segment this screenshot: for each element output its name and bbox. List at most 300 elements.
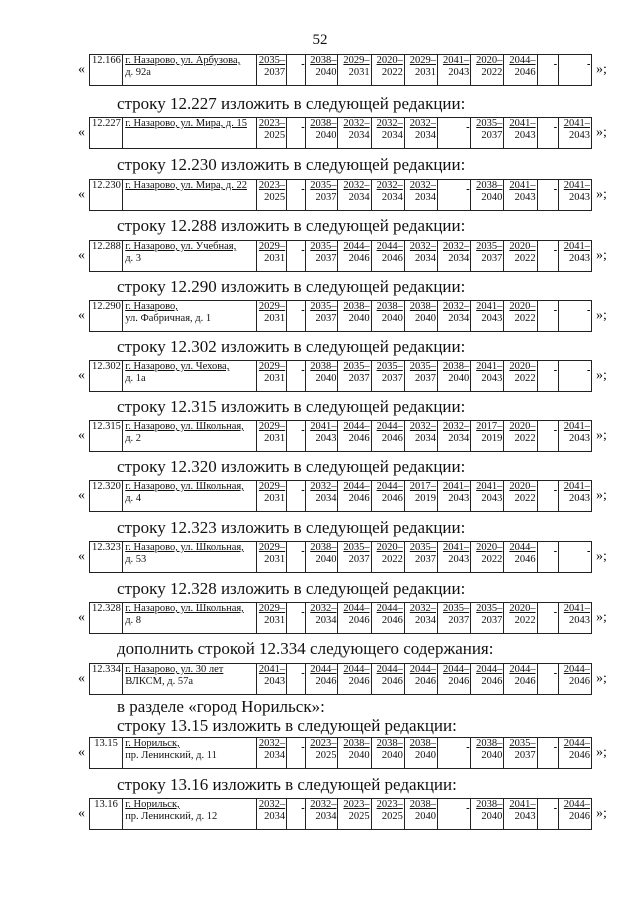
year-start: 2041–: [442, 55, 470, 66]
year-range-cell: [558, 361, 591, 392]
section-heading: строку 12.328 изложить в следующей редакции:: [117, 579, 466, 598]
year-start: 2023–: [258, 118, 286, 129]
year-start: 2032–: [310, 603, 337, 614]
year-start: 2041–: [509, 799, 536, 810]
year-end: [539, 554, 557, 566]
year-range-cell: [371, 241, 404, 272]
year-end: [539, 67, 557, 79]
year-end: [288, 554, 304, 566]
row-number: 12.302: [90, 361, 123, 392]
year-range-cell: [471, 738, 504, 769]
year-range-cell: [306, 421, 338, 452]
year-range-cell: [558, 55, 591, 86]
year-end: 2031: [264, 373, 286, 384]
year-start: 2041–: [476, 481, 503, 492]
year-start: 2023–: [258, 180, 286, 191]
year-start: 2032–: [310, 481, 337, 492]
year-start: 2020–: [509, 361, 536, 372]
year-range-cell: [256, 799, 286, 830]
year-end: 2022: [514, 253, 536, 264]
year-start: [288, 301, 304, 313]
year-range-cell: [438, 55, 471, 86]
table-row: [89, 737, 592, 769]
quote-close-mark: »;: [596, 488, 607, 503]
year-start: 2023–: [343, 799, 370, 810]
year-end: 2043: [569, 130, 590, 141]
year-end: 2037: [448, 615, 470, 626]
year-range-cell: [558, 664, 591, 695]
quote-open-mark: «: [78, 488, 85, 503]
year-range-cell: [256, 118, 286, 149]
year-end: 2040: [315, 130, 337, 141]
year-start: 2038–: [476, 180, 503, 191]
year-start: [539, 664, 557, 676]
address-line: г. Назарово,: [125, 301, 178, 312]
section-heading: строку 12.323 изложить в следующей редакции:: [117, 518, 466, 537]
address-cell: [123, 664, 257, 695]
year-start: 2038–: [310, 542, 337, 553]
year-end: 2019: [481, 433, 503, 444]
year-range-cell: [371, 664, 404, 695]
year-start: 2044–: [376, 603, 403, 614]
year-start: [539, 738, 557, 750]
year-end: 2040: [415, 750, 437, 761]
year-start: 2029–: [258, 241, 286, 252]
year-start: [288, 738, 304, 750]
year-start: 2032–: [442, 241, 470, 252]
year-start: 2041–: [563, 118, 590, 129]
year-start: 2038–: [310, 55, 337, 66]
table-row: [89, 54, 592, 86]
year-range-cell: [537, 799, 558, 830]
year-end: 2043: [315, 433, 337, 444]
year-end: 2046: [381, 493, 403, 504]
year-end: 2043: [481, 313, 503, 324]
year-range-cell: [256, 603, 286, 634]
year-end: [560, 67, 590, 79]
year-end: 2037: [481, 253, 503, 264]
year-range-cell: [438, 361, 471, 392]
year-end: 2046: [315, 676, 337, 687]
year-start: 2035–: [310, 241, 337, 252]
quote-close-mark: »;: [596, 549, 607, 564]
year-start: 2020–: [509, 603, 536, 614]
year-end: [439, 811, 469, 823]
year-end: 2022: [514, 373, 536, 384]
year-range-cell: [306, 118, 338, 149]
year-end: 2046: [348, 433, 370, 444]
year-range-cell: [537, 301, 558, 332]
year-start: 2041–: [258, 664, 286, 675]
year-end: [539, 433, 557, 445]
year-range-cell: [338, 301, 371, 332]
address-cell: [123, 421, 257, 452]
year-start: 2032–: [310, 799, 337, 810]
year-end: 2046: [348, 253, 370, 264]
year-start: 2020–: [509, 301, 536, 312]
year-end: 2031: [415, 67, 437, 78]
year-range-cell: [504, 118, 537, 149]
year-range-cell: [537, 361, 558, 392]
year-start: 2029–: [409, 55, 437, 66]
year-range-cell: [287, 542, 306, 573]
year-end: 2040: [381, 750, 403, 761]
year-end: [539, 253, 557, 265]
year-start: 2044–: [563, 738, 590, 749]
year-start: [288, 421, 304, 433]
year-start: [288, 118, 304, 130]
year-range-cell: [256, 301, 286, 332]
section-heading: строку 12.320 изложить в следующей редакции:: [117, 457, 466, 476]
quote-close-mark: »;: [596, 806, 607, 821]
address-cell: [123, 542, 257, 573]
year-range-cell: [256, 664, 286, 695]
year-range-cell: [438, 118, 471, 149]
year-end: 2037: [481, 615, 503, 626]
year-range-cell: [371, 421, 404, 452]
year-end: 2031: [264, 493, 286, 504]
table-row: [89, 798, 592, 830]
year-range-cell: [287, 664, 306, 695]
year-end: 2034: [264, 811, 286, 822]
year-end: 2019: [415, 493, 437, 504]
year-end: 2046: [348, 493, 370, 504]
year-range-cell: [287, 241, 306, 272]
year-start: 2029–: [258, 603, 286, 614]
year-start: 2020–: [476, 542, 503, 553]
year-start: 2041–: [509, 180, 536, 191]
year-end: 2040: [315, 67, 337, 78]
address-line: д. 1а: [125, 373, 146, 384]
year-range-cell: [471, 361, 504, 392]
row-number: 12.288: [90, 241, 123, 272]
address-line: пр. Ленинский, д. 11: [125, 750, 217, 761]
year-end: 2046: [514, 67, 536, 78]
year-end: 2034: [415, 130, 437, 141]
year-end: 2034: [264, 750, 286, 761]
year-start: 2038–: [376, 738, 403, 749]
year-end: 2034: [381, 192, 403, 203]
year-start: [539, 799, 557, 811]
year-start: [539, 55, 557, 67]
year-start: 2038–: [310, 118, 337, 129]
year-start: 2041–: [476, 301, 503, 312]
year-range-cell: [338, 542, 371, 573]
year-range-cell: [371, 180, 404, 211]
year-range-cell: [287, 738, 306, 769]
row-number: 12.230: [90, 180, 123, 211]
year-end: 2040: [415, 811, 437, 822]
year-start: 2044–: [509, 542, 536, 553]
year-range-cell: [338, 180, 371, 211]
year-range-cell: [371, 738, 404, 769]
year-range-cell: [558, 542, 591, 573]
year-range-cell: [558, 603, 591, 634]
address-line: г. Назарово, ул. Школьная,: [125, 421, 244, 432]
address-line: г. Назарово, ул. Школьная,: [125, 481, 244, 492]
quote-open-mark: «: [78, 368, 85, 383]
year-start: 2020–: [509, 241, 536, 252]
year-end: 2034: [315, 811, 337, 822]
year-start: 2020–: [476, 55, 503, 66]
year-range-cell: [404, 241, 437, 272]
year-range-cell: [404, 603, 437, 634]
year-end: 2040: [448, 373, 470, 384]
year-end: 2034: [415, 253, 437, 264]
year-start: 2032–: [409, 241, 437, 252]
year-end: [539, 811, 557, 823]
address-line: ВЛКСМ, д. 57а: [125, 676, 193, 687]
year-end: 2034: [348, 192, 370, 203]
year-range-cell: [256, 738, 286, 769]
year-start: 2038–: [476, 799, 503, 810]
year-start: [288, 799, 304, 811]
year-range-cell: [338, 481, 371, 512]
year-end: 2043: [514, 192, 536, 203]
year-end: 2037: [348, 554, 370, 565]
year-end: 2043: [448, 554, 470, 565]
year-start: 2044–: [376, 481, 403, 492]
year-end: 2031: [348, 67, 370, 78]
year-range-cell: [537, 603, 558, 634]
year-start: 2020–: [509, 481, 536, 492]
year-start: 2035–: [343, 361, 370, 372]
year-end: 2022: [381, 67, 403, 78]
year-range-cell: [338, 361, 371, 392]
table-row: [89, 602, 592, 634]
year-end: [288, 811, 304, 823]
year-start: 2044–: [376, 241, 403, 252]
year-start: [439, 738, 469, 750]
year-start: 2032–: [409, 421, 437, 432]
year-range-cell: [438, 421, 471, 452]
year-end: 2046: [415, 676, 437, 687]
year-range-cell: [404, 180, 437, 211]
year-range-cell: [287, 603, 306, 634]
year-end: 2040: [348, 313, 370, 324]
year-end: [539, 130, 557, 142]
year-end: 2043: [448, 493, 470, 504]
table-row: [89, 541, 592, 573]
year-end: 2025: [315, 750, 337, 761]
year-end: [288, 750, 304, 762]
year-start: 2038–: [409, 738, 437, 749]
year-start: [439, 118, 469, 130]
year-start: [539, 361, 557, 373]
year-range-cell: [371, 118, 404, 149]
quote-open-mark: «: [78, 62, 85, 77]
year-range-cell: [438, 241, 471, 272]
year-start: 2044–: [343, 241, 370, 252]
year-range-cell: [371, 361, 404, 392]
year-end: 2046: [569, 811, 590, 822]
address-line: г. Норильск,: [125, 738, 180, 749]
year-end: 2031: [264, 433, 286, 444]
year-range-cell: [404, 664, 437, 695]
year-range-cell: [504, 55, 537, 86]
year-start: [539, 241, 557, 253]
section-heading: строку 12.290 изложить в следующей редакции:: [117, 277, 466, 296]
quote-close-mark: »;: [596, 428, 607, 443]
year-start: [560, 55, 590, 67]
year-end: 2025: [264, 192, 286, 203]
year-start: 2041–: [442, 542, 470, 553]
year-start: 2038–: [343, 738, 370, 749]
address-line: д. 53: [125, 554, 147, 565]
row-number: 12.166: [90, 55, 123, 86]
year-range-cell: [537, 241, 558, 272]
year-range-cell: [558, 241, 591, 272]
year-end: 2025: [348, 811, 370, 822]
address-line: г. Назарово, ул. Арбузова,: [125, 55, 241, 66]
year-end: [288, 493, 304, 505]
year-start: [539, 180, 557, 192]
year-range-cell: [404, 421, 437, 452]
address-line: д. 92а: [125, 67, 151, 78]
year-range-cell: [537, 664, 558, 695]
year-start: [539, 421, 557, 433]
year-start: [288, 481, 304, 493]
year-range-cell: [287, 421, 306, 452]
year-end: [539, 615, 557, 627]
year-range-cell: [338, 421, 371, 452]
year-range-cell: [287, 361, 306, 392]
year-end: 2040: [381, 313, 403, 324]
year-range-cell: [338, 55, 371, 86]
address-line: д. 8: [125, 615, 142, 626]
address-line: д. 3: [125, 253, 142, 264]
year-end: 2040: [481, 750, 503, 761]
year-end: [288, 130, 304, 142]
year-end: [539, 313, 557, 325]
year-start: 2044–: [476, 664, 503, 675]
year-range-cell: [256, 180, 286, 211]
year-end: [288, 615, 304, 627]
address-cell: [123, 738, 257, 769]
year-start: 2035–: [376, 361, 403, 372]
year-range-cell: [338, 118, 371, 149]
address-line: г. Назарово, ул. Чехова,: [125, 361, 230, 372]
table-row: [89, 117, 592, 149]
year-start: 2038–: [442, 361, 470, 372]
year-end: [439, 750, 469, 762]
row-number: 12.315: [90, 421, 123, 452]
address-line: пр. Ленинский, д. 12: [125, 811, 218, 822]
year-end: 2037: [315, 313, 337, 324]
address-cell: [123, 361, 257, 392]
year-range-cell: [537, 481, 558, 512]
year-range-cell: [404, 481, 437, 512]
year-start: 2023–: [310, 738, 337, 749]
year-range-cell: [256, 542, 286, 573]
year-end: [560, 313, 590, 325]
year-start: 2035–: [409, 542, 437, 553]
year-end: 2022: [381, 554, 403, 565]
quote-open-mark: «: [78, 806, 85, 821]
year-end: 2040: [315, 373, 337, 384]
year-range-cell: [306, 542, 338, 573]
year-start: 2017–: [476, 421, 503, 432]
year-start: 2044–: [376, 664, 403, 675]
year-start: 2044–: [310, 664, 337, 675]
year-start: 2032–: [409, 603, 437, 614]
year-range-cell: [371, 481, 404, 512]
year-range-cell: [438, 542, 471, 573]
year-end: 2037: [348, 373, 370, 384]
year-range-cell: [287, 118, 306, 149]
year-range-cell: [537, 421, 558, 452]
year-start: 2032–: [409, 118, 437, 129]
address-cell: [123, 241, 257, 272]
year-end: 2034: [415, 433, 437, 444]
year-range-cell: [287, 301, 306, 332]
year-range-cell: [537, 738, 558, 769]
year-range-cell: [471, 180, 504, 211]
year-start: 2035–: [343, 542, 370, 553]
quote-close-mark: »;: [596, 368, 607, 383]
year-start: 2038–: [409, 799, 437, 810]
year-start: 2041–: [563, 603, 590, 614]
year-range-cell: [471, 241, 504, 272]
year-range-cell: [537, 542, 558, 573]
quote-close-mark: »;: [596, 125, 607, 140]
year-end: 2037: [264, 67, 286, 78]
year-range-cell: [504, 664, 537, 695]
quote-open-mark: «: [78, 745, 85, 760]
year-start: 2041–: [509, 118, 536, 129]
year-start: 2044–: [409, 664, 437, 675]
year-end: 2046: [569, 676, 590, 687]
year-start: 2032–: [442, 301, 470, 312]
year-range-cell: [558, 118, 591, 149]
section-heading: строку 12.315 изложить в следующей редакции:: [117, 397, 466, 416]
address-line: г. Назарово, ул. Школьная,: [125, 542, 244, 553]
year-start: 2032–: [258, 738, 286, 749]
year-range-cell: [504, 542, 537, 573]
year-start: 2041–: [563, 481, 590, 492]
year-end: 2034: [315, 615, 337, 626]
year-end: 2043: [264, 676, 286, 687]
year-range-cell: [438, 603, 471, 634]
year-range-cell: [338, 603, 371, 634]
address-line: г. Назарово, ул. Мира, д. 15: [125, 118, 247, 129]
year-end: 2046: [514, 554, 536, 565]
quote-close-mark: »;: [596, 187, 607, 202]
year-start: 2035–: [476, 241, 503, 252]
year-range-cell: [504, 738, 537, 769]
row-number: 12.290: [90, 301, 123, 332]
year-start: [560, 361, 590, 373]
year-range-cell: [287, 180, 306, 211]
year-start: 2020–: [376, 542, 403, 553]
year-range-cell: [438, 799, 471, 830]
year-range-cell: [404, 301, 437, 332]
address-line: ул. Фабричная, д. 1: [125, 313, 212, 324]
year-start: [288, 55, 304, 67]
year-start: [288, 361, 304, 373]
year-end: 2043: [481, 373, 503, 384]
year-end: 2022: [514, 313, 536, 324]
year-range-cell: [537, 55, 558, 86]
year-end: 2037: [315, 253, 337, 264]
year-end: [560, 554, 590, 566]
table-row: [89, 480, 592, 512]
year-start: 2032–: [343, 180, 370, 191]
year-end: 2040: [481, 811, 503, 822]
address-cell: [123, 481, 257, 512]
year-range-cell: [471, 55, 504, 86]
year-end: [288, 373, 304, 385]
